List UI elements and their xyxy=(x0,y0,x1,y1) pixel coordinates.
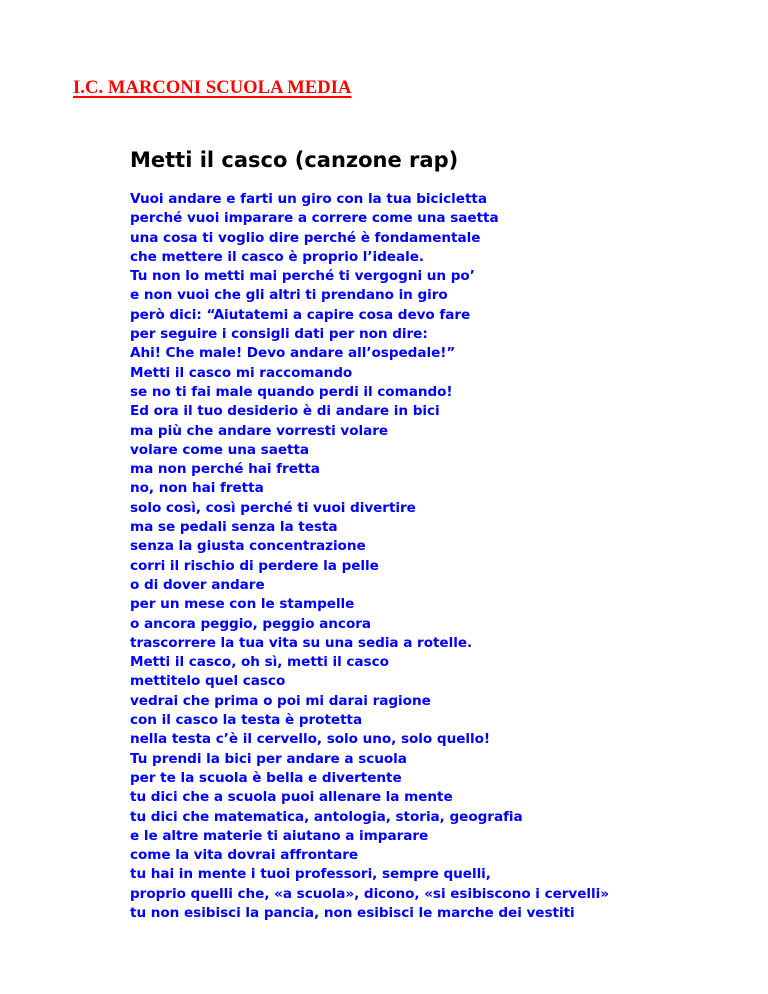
lyric-line: vedrai che prima o poi mi darai ragione xyxy=(130,692,431,709)
lyrics-block xyxy=(130,190,609,923)
lyric-line: Metti il casco mi raccomando xyxy=(130,364,353,381)
lyric-line: o ancora peggio, peggio ancora xyxy=(130,615,372,632)
lyric-line: però dici: “Aiutatemi a capire cosa devo fare xyxy=(130,306,471,323)
lyric-line: proprio quelli che, «a scuola», dicono, «si esibiscono i cervelli» xyxy=(130,885,609,902)
lyric-line: se no ti fai male quando perdi il comando! xyxy=(130,383,453,400)
lyric-line: no, non hai fretta xyxy=(130,480,264,497)
lyric-line: senza la giusta concentrazione xyxy=(130,538,366,555)
school-header: I.C. MARCONI SCUOLA MEDIA xyxy=(73,78,352,98)
lyric-line: Tu non lo metti mai perché ti vergogni un po’ xyxy=(130,268,475,285)
lyric-line: corri il rischio di perdere la pelle xyxy=(130,557,379,574)
lyric-line: nella testa c’è il cervello, solo uno, solo quello! xyxy=(130,731,491,748)
lyric-line: per te la scuola è bella e divertente xyxy=(130,769,402,786)
lyric-line: e le altre materie ti aiutano a imparare xyxy=(130,827,429,844)
lyric-line: ma non perché hai fretta xyxy=(130,461,320,478)
lyric-line: Ahi! Che male! Devo andare all’ospedale!” xyxy=(130,345,456,362)
lyric-line: Metti il casco, oh sì, metti il casco xyxy=(130,654,389,671)
lyric-line: tu non esibisci la pancia, non esibisci le marche dei vestiti xyxy=(130,904,575,921)
lyric-line: ma se pedali senza la testa xyxy=(130,519,338,536)
lyric-line: perché vuoi imparare a correre come una saetta xyxy=(130,210,499,227)
lyric-line: ma più che andare vorresti volare xyxy=(130,422,389,439)
lyric-line: tu hai in mente i tuoi professori, sempre quelli, xyxy=(130,866,491,883)
lyric-line: trascorrere la tua vita su una sedia a rotelle. xyxy=(130,634,473,651)
song-title: Metti il casco (canzone rap) xyxy=(130,148,459,172)
lyric-line: solo così, così perché ti vuoi divertire xyxy=(130,499,416,516)
lyric-line: come la vita dovrai affrontare xyxy=(130,847,359,864)
lyric-line: Tu prendi la bici per andare a scuola xyxy=(130,750,407,767)
lyric-line: una cosa ti voglio dire perché è fondamentale xyxy=(130,229,481,246)
lyric-line: mettitelo quel casco xyxy=(130,673,286,690)
lyric-line: per un mese con le stampelle xyxy=(130,596,355,613)
lyric-line: e non vuoi che gli altri ti prendano in giro xyxy=(130,287,448,304)
lyric-line: volare come una saetta xyxy=(130,441,310,458)
lyric-line: tu dici che a scuola puoi allenare la mente xyxy=(130,789,453,806)
lyric-line: con il casco la testa è protetta xyxy=(130,712,363,729)
lyric-line: o di dover andare xyxy=(130,576,265,593)
lyric-line: per seguire i consigli dati per non dire: xyxy=(130,326,428,343)
lyric-line: tu dici che matematica, antologia, storia, geografia xyxy=(130,808,523,825)
lyric-line: Ed ora il tuo desiderio è di andare in bici xyxy=(130,403,440,420)
lyric-line: che mettere il casco è proprio l’ideale. xyxy=(130,248,424,265)
lyric-line: Vuoi andare e farti un giro con la tua bicicletta xyxy=(130,191,487,207)
